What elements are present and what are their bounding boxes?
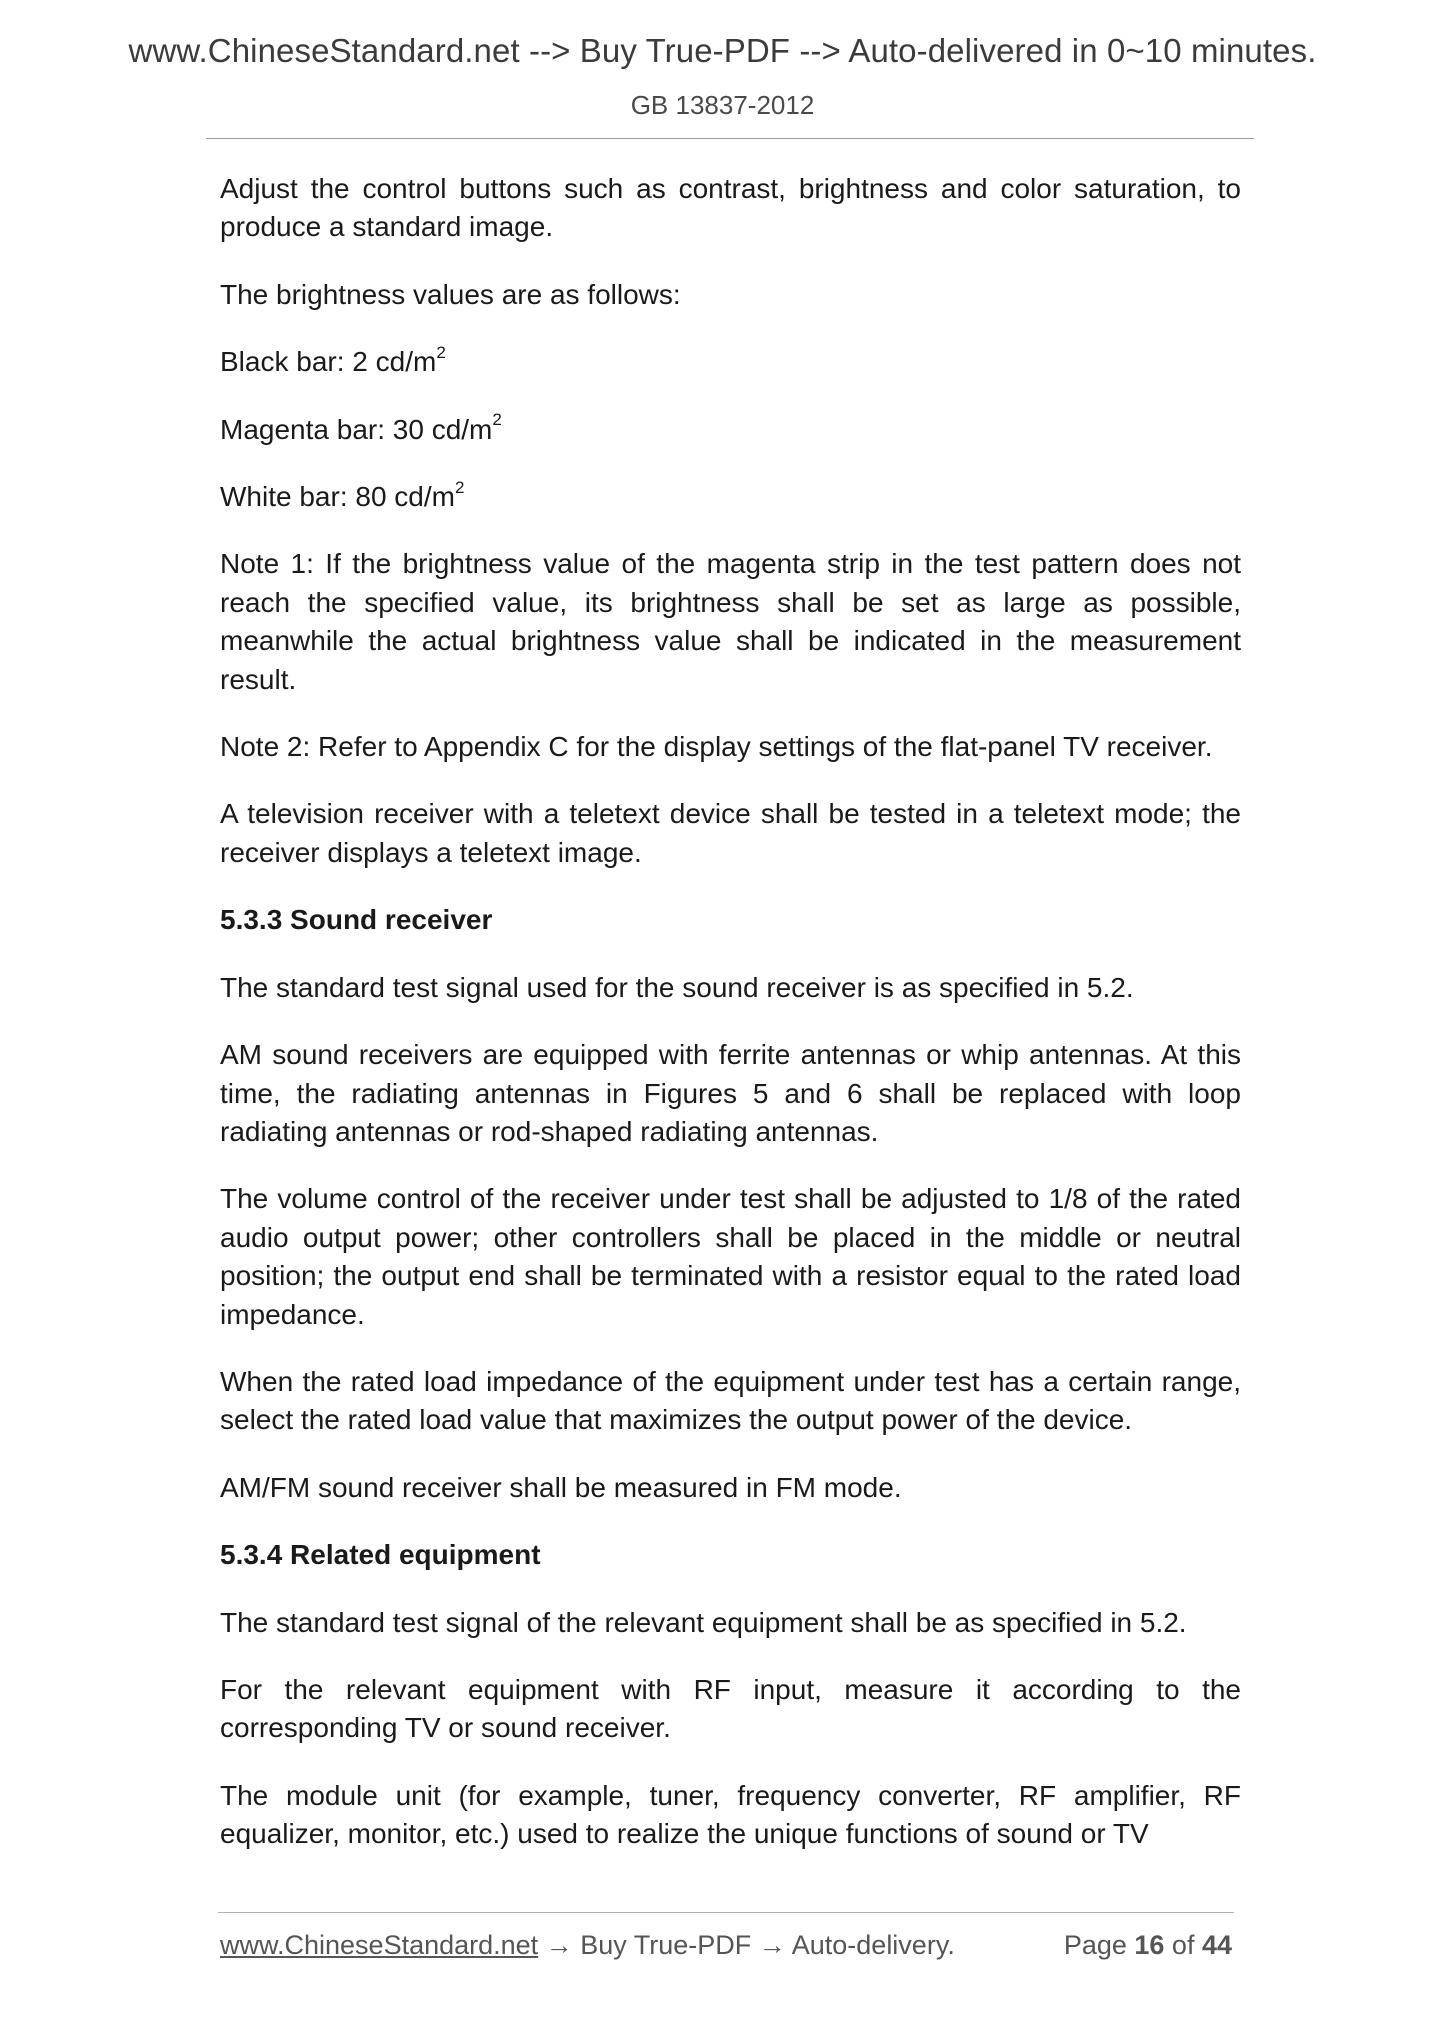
paragraph-teletext: A television receiver with a teletext device shall be tested in a teletext mode; the receiver displays a teletext image. xyxy=(220,798,1241,868)
heading-5-3-4: 5.3.4 Related equipment xyxy=(220,1539,541,1571)
magenta-bar-value xyxy=(220,411,1241,449)
footer-divider xyxy=(218,1912,1234,1913)
footer-left xyxy=(220,1930,955,1961)
white-bar-superscript: 2 xyxy=(454,477,465,497)
paragraph-am-fm: AM/FM sound receiver shall be measured in FM mode. xyxy=(220,1471,902,1503)
magenta-bar-text: Magenta bar: 30 cd/m xyxy=(220,413,493,445)
footer-site-link[interactable]: www.ChineseStandard.net xyxy=(220,1930,539,1960)
paragraph-load-impedance: When the rated load impedance of the equipment under test has a certain range, select the rated load value that maximizes the output power of the device. xyxy=(220,1365,1241,1436)
heading-5-3-3: 5.3.3 Sound receiver xyxy=(220,904,493,936)
total-pages: 44 xyxy=(1201,1930,1232,1960)
paragraph-related-signal: The standard test signal of the relevant equipment shall be as specified in 5.2. xyxy=(220,1606,1187,1638)
black-bar-superscript: 2 xyxy=(436,342,446,362)
top-banner: www.ChineseStandard.net --> Buy True-PDF --> Auto-delivered in 0~10 minutes. xyxy=(128,32,1317,69)
header-divider xyxy=(206,138,1254,139)
paragraph-brightness-intro: The brightness values are as follows: xyxy=(220,278,681,310)
white-bar-value xyxy=(220,478,1241,516)
standard-code: GB 13837-2012 xyxy=(630,90,815,120)
paragraph-adjust-controls: Adjust the control buttons such as contrast, brightness and color saturation, to produce a standard image. xyxy=(220,173,1241,243)
magenta-bar-superscript: 2 xyxy=(492,410,502,430)
note-2: Note 2: Refer to Appendix C for the display settings of the flat-panel TV receiver. xyxy=(220,731,1213,763)
of-label: of xyxy=(1164,1930,1202,1960)
black-bar-text: Black bar: 2 cd/m xyxy=(220,346,437,378)
paragraph-rf-input: For the relevant equipment with RF input, measure it according to the corresponding TV or sound receiver. xyxy=(220,1673,1241,1744)
document-body xyxy=(220,170,1241,1883)
white-bar-text: White bar: 80 cd/m xyxy=(220,481,455,513)
paragraph-sound-signal: The standard test signal used for the sound receiver is as specified in 5.2. xyxy=(220,971,1134,1003)
black-bar-value xyxy=(220,343,1241,381)
paragraph-am-antennas: AM sound receivers are equipped with ferrite antennas or whip antennas. At this time, the radiating antennas in Figures 5 and 6 shall be replaced with loop radiating antennas or rod-shaped radiating antennas. xyxy=(220,1039,1241,1147)
footer-tagline: → Buy True-PDF → Auto-delivery. xyxy=(538,1930,955,1960)
page-indicator xyxy=(1064,1930,1232,1961)
paragraph-module-unit: The module unit (for example, tuner, frequency converter, RF amplifier, RF equalizer, monitor, etc.) used to realize the unique functions of sound or TV xyxy=(220,1779,1241,1850)
page-label: Page xyxy=(1063,1930,1135,1960)
paragraph-volume-control: The volume control of the receiver under test shall be adjusted to 1/8 of the rated audio output power; other controllers shall be placed in the middle or neutral position; the output end shall be terminated with a resistor equal to the rated load impedance. xyxy=(220,1183,1241,1330)
page-number: 16 xyxy=(1134,1930,1165,1960)
note-1: Note 1: If the brightness value of the magenta strip in the test pattern does not reach the specified value, its brightness shall be set as large as possible, meanwhile the actual brightness value shall be indicated in the measurement result. xyxy=(220,548,1241,695)
